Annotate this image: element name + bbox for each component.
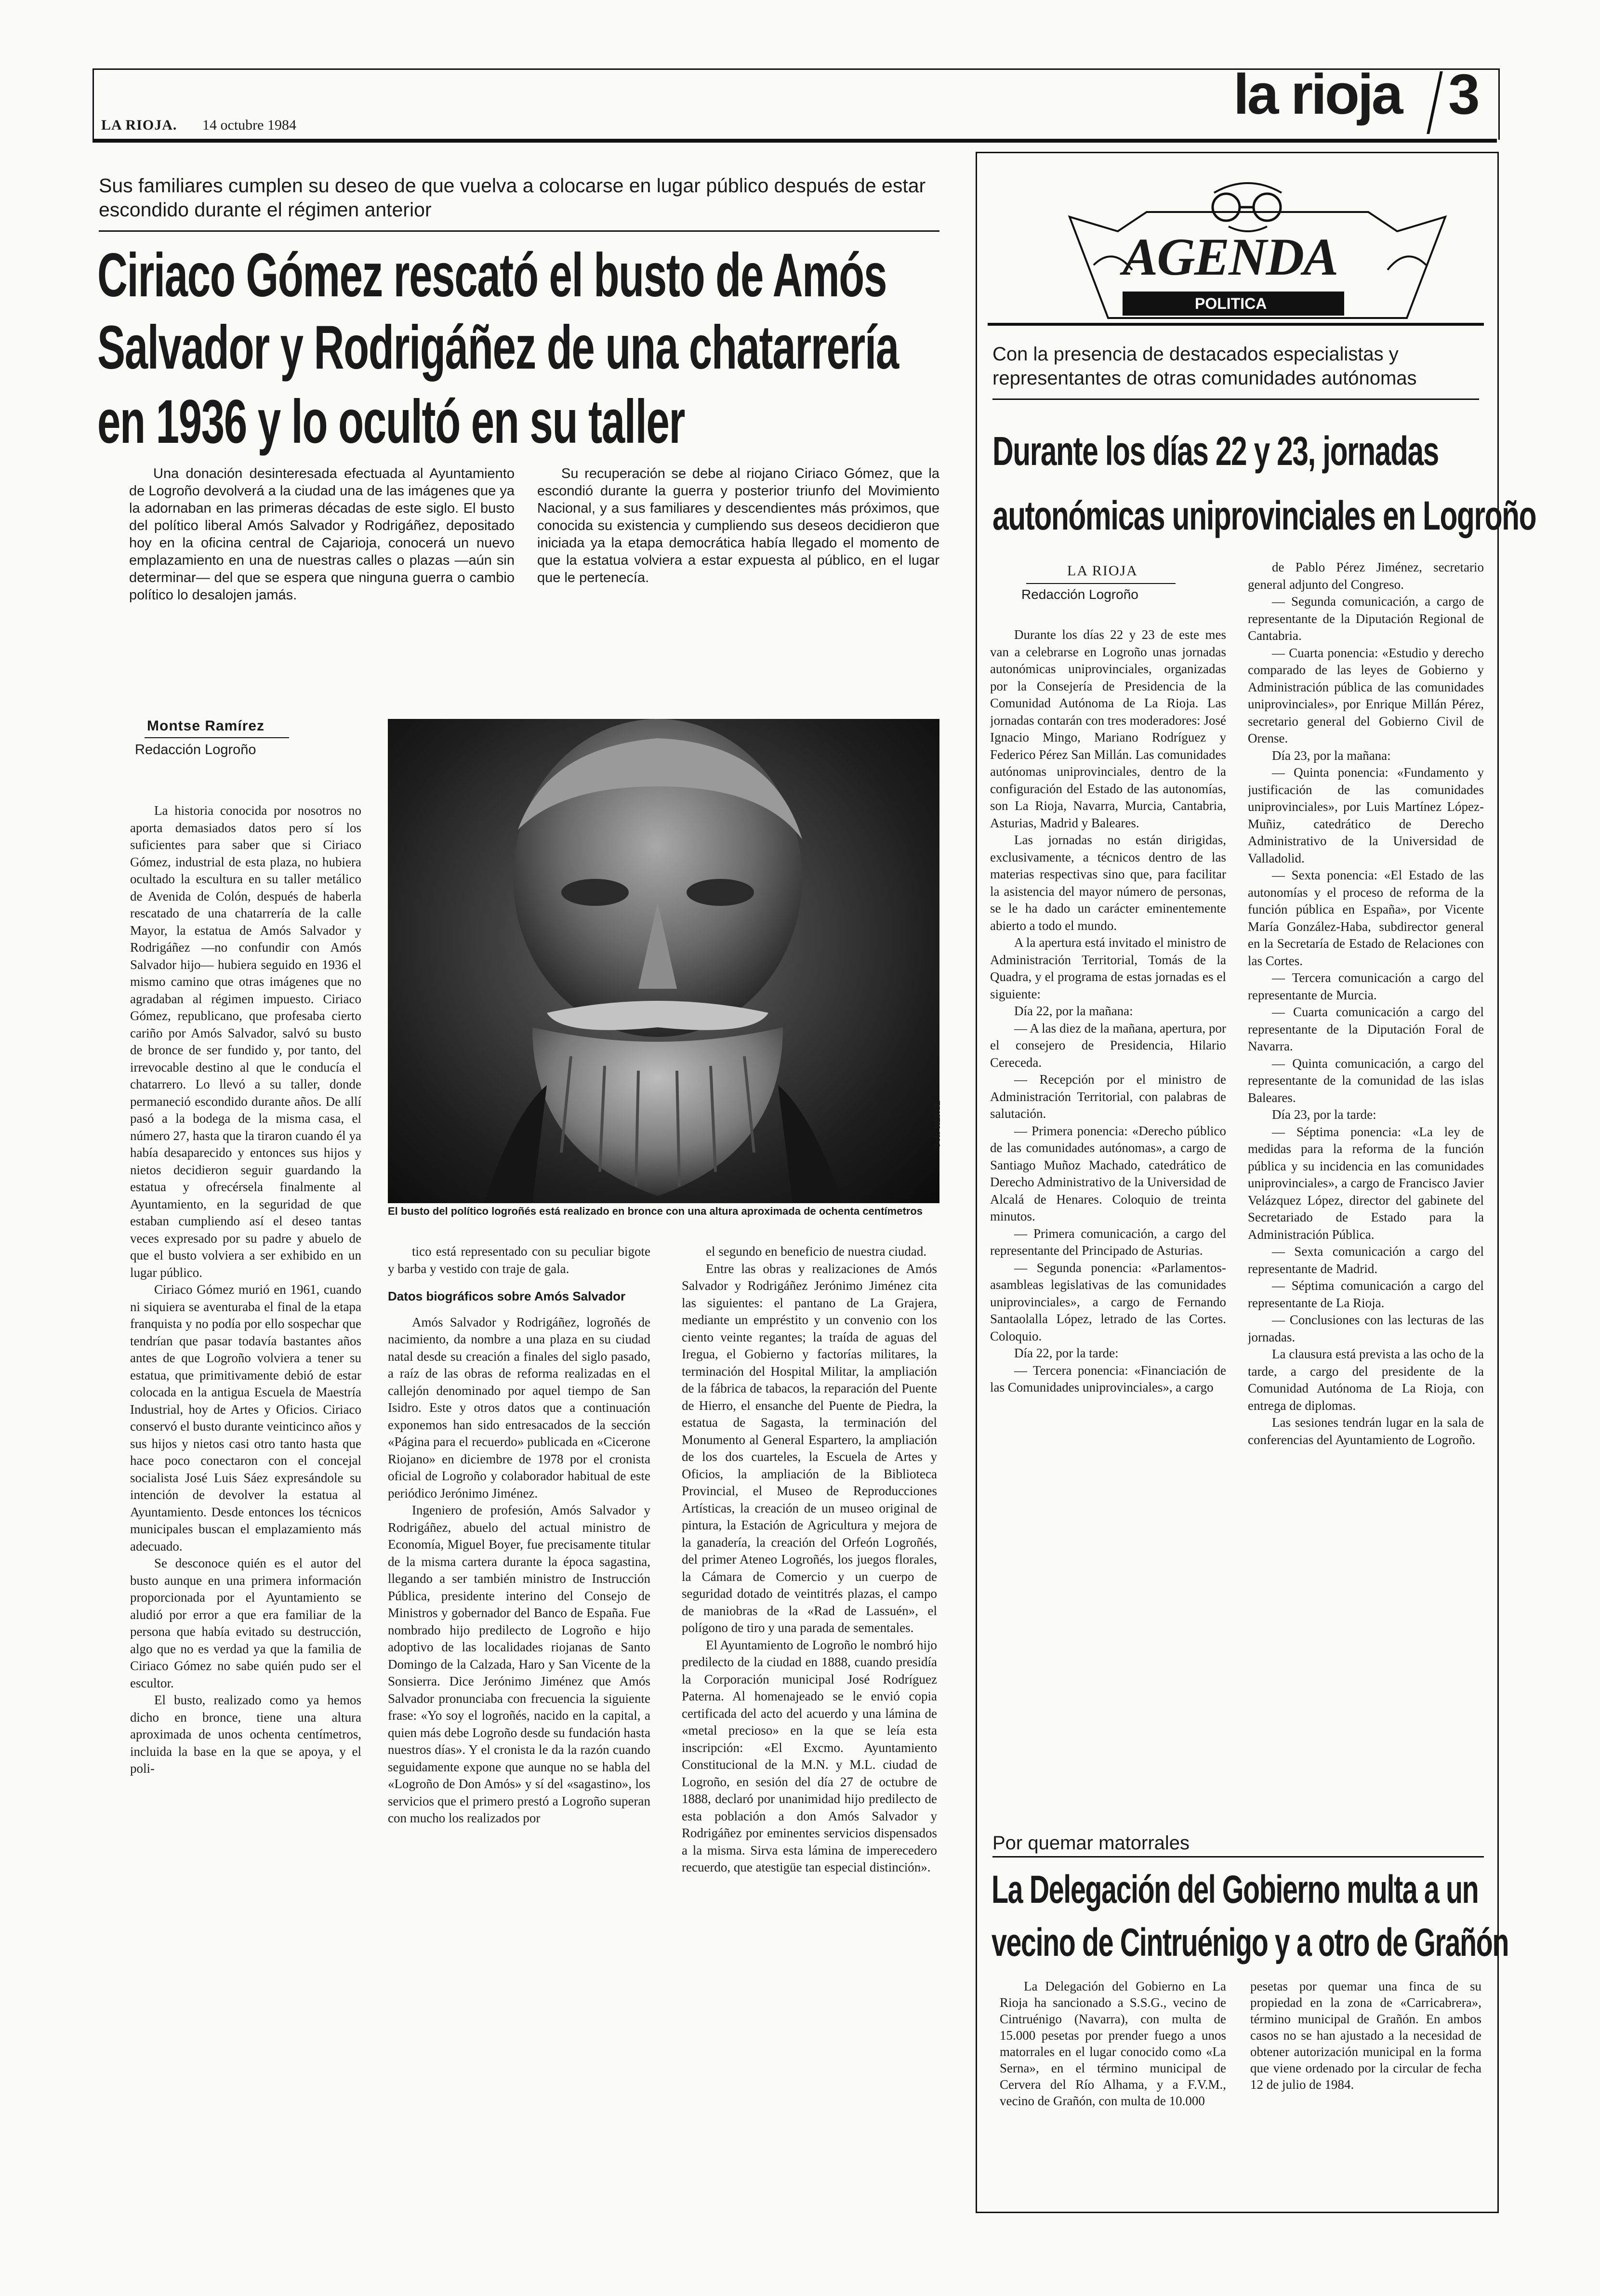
main-headline-line-2: Salvador y Rodrigáñez de una chatarrería [97, 313, 899, 382]
agenda-headline-line-1: Durante los días 22 y 23, jornadas [992, 428, 1439, 474]
main-lead-2 [537, 465, 939, 682]
photo-caption: El busto del político logroñés está realizado en bronce con una altura aproximada de ochenta centímetros [388, 1205, 923, 1217]
agenda-logo-rule [988, 323, 1484, 326]
col2-paragraph: tico está representado con su peculiar bigote y barba y vestido con traje de gala. [388, 1244, 650, 1276]
col1-paragraph: Se desconoce quién es el autor del busto aunque en una primera información proporcionada por el Ayuntamiento se aludió por error a que era familiar de la persona que había evitado su destrucción, algo que no es verdad ya que la familia de Ciriaco Gómez no sabe quién pudo ser el escultor. [130, 1556, 361, 1690]
main-column-1 [130, 802, 361, 2188]
agenda-paragraph: — A las diez de la mañana, apertura, por el consejero de Presidencia, Hilario Cereceda. [990, 1021, 1226, 1070]
col2-paragraph: Ingeniero de profesión, Amós Salvador y Rodrigáñez, abuelo del actual ministro de Economía, Miguel Boyer, fue precisamente titular de la misma cartera durante la época sagastina, llegando a ser también ministro de Instrucción Pública, presidente interino del Consejo de Ministros y gobernador del Banco de España. Fue nombrado hijo predilecto de Logroño e hijo adoptivo de las localidades riojanas de Santo Domingo de la Calzada, Haro y San Vicente de la Sonsierra. Dice Jerónimo Jiménez que Amós Salvador pronunciaba con frecuencia la siguiente frase: «Yo soy el logroñés, nacido en la capital, a quien más debe Logroño desde su fundación hasta nuestros días». Y el cronista le da la razón cuando seguidamente expone que aunque no se habla del «Logroño de Don Amós» y sí del «sagastino», los servicios que el primero prestó a Logroño superan con mucho los realizados por [388, 1503, 650, 1825]
agenda-paragraph: — Recepción por el ministro de Administración Territorial, con palabras de salutación. [990, 1072, 1226, 1121]
page-number: 3 [1448, 63, 1480, 126]
brief-kicker: Por quemar matorrales [992, 1832, 1190, 1854]
col2-subhead: Datos biográficos sobre Amós Salvador [388, 1289, 626, 1303]
kicker-rule [99, 230, 939, 232]
col3-paragraph: Entre las obras y realizaciones de Amós Salvador y Rodrigáñez Jerónimo Jiménez cita las siguientes: el pantano de La Grajera, mediante un empréstito y un convenio con los ciento veinte regantes; la traída de aguas del Iregua, el Gobierno y factorías militares, la terminación del Hospital Militar, la ampliación de la fábrica de tabacos, la reparación del Puente de Hierro, el ensanche del Puente de Piedra, la estatua de Sagasta, la terminación del Monumento al General Espartero, la ampliación de los dos cuarteles, la Escuela de Artes y Oficios, la ampliación de la Biblioteca Provincial, el Museo de Reproducciones Artísticas, la creación de un museo original de pintura, la Estación de Agricultura y mejora de la ganadería, la creación del Orfeón Logroñés, del primer Ateneo Logroñés, los juegos florales, la Cámara de Comercio y un cuerpo de seguridad dotado de veintitrés plazas, el campo de maniobras de la «Rad de Lassuén», el polígono de tiro y una parada de sementales. [682, 1261, 937, 1635]
byline-rule [145, 737, 289, 738]
brief-column-1 [1000, 1978, 1226, 2204]
agenda-column-1 [990, 626, 1226, 1821]
agenda-paragraph: Día 23, por la tarde: [1272, 1107, 1376, 1122]
byline-name: Montse Ramírez [147, 718, 265, 734]
agenda-paragraph: Día 22, por la mañana: [1014, 1004, 1133, 1018]
agenda-paragraph: Día 22, por la tarde: [1014, 1346, 1119, 1360]
brief-headline-line-2: vecino de Cintruénigo y a otro de Grañón [992, 1921, 1509, 1964]
brief-column-2 [1250, 1978, 1481, 2204]
brief-paragraph: La Delegación del Gobierno en La Rioja ha sancionado a S.S.G., vecino de Cintruénigo (Navarra), con multa de 15.000 pesetas por prender fuego a unos matorrales en el lugar conocido como «La Serna», en el término municipal de Cervera del Río Alhama, y a F.V.M., vecino de Grañón, con multa de 10.000 [1000, 1979, 1226, 2108]
col1-paragraph: Ciriaco Gómez murió en 1961, cuando ni siquiera se aventuraba el final de la etapa franquista y no podía por ello sospechar que tendrían que pasar todavía bastantes años antes de que Logroño volviera a tener su estatua, que primitivamente debió de estar colocada en la antigua Escuela de Maestría Industrial, hoy de Artes y Oficios. Ciriaco conservó el busto durante veinticinco años y sus hijos y nietos casi otro tanto hasta que hace poco conectaron con el concejal socialista José Luis Sáez expresándole su intención de devolver la estatua al Ayuntamiento. Desde entonces los técnicos municipales buscan el emplazamiento más adecuado. [130, 1282, 361, 1553]
agenda-paragraph: Las sesiones tendrán lugar en la sala de conferencias del Ayuntamiento de Logroño. [1248, 1415, 1484, 1447]
agenda-paragraph: — Sexta comunicación a cargo del representante de Madrid. [1248, 1244, 1484, 1276]
agenda-paragraph: — Séptima comunicación a cargo del representante de La Rioja. [1248, 1278, 1484, 1310]
agenda-byline-name: LA RIOJA [1067, 563, 1138, 579]
agenda-byline-rule [1026, 583, 1176, 584]
brief-paragraph: pesetas por quemar una finca de su propiedad en la zona de «Carricabrera», término municipal de Grañón. En ambos casos no se han ajustado a la necesidad de obtener autorización municipal en la forma que viene ordenado por la circular de fecha 12 de julio de 1984. [1250, 1979, 1481, 2092]
agenda-paragraph: — Séptima ponencia: «La ley de medidas para la reforma de la función pública y su incidencia en las comunidades uniprovinciales», a cargo de Francisco Javier Velázquez López, director del gabinete del Secretariado de Estado para la Administración Pública. [1248, 1124, 1484, 1242]
bust-photo [388, 719, 939, 1203]
agenda-paragraph: — Segunda ponencia: «Parlamentos-asambleas legislativas de las comunidades uniprovinciales», a cargo de Fernando Santaolalla López, letrado de las Cortes. Coloquio. [990, 1260, 1226, 1343]
agenda-title: AGENDA [1123, 227, 1338, 286]
agenda-paragraph: — Quinta comunicación, a cargo del representante de la comunidad de las islas Baleares. [1248, 1056, 1484, 1105]
agenda-column-2 [1248, 559, 1484, 1826]
agenda-paragraph: La clausura está prevista a las ocho de la tarde, a cargo del presidente de la Comunidad Autónoma de La Rioja, con entrega de diplomas. [1248, 1347, 1484, 1413]
photo-credit: Foto HERCE [932, 1100, 942, 1147]
agenda-byline-desk: Redacción Logroño [1021, 587, 1138, 602]
agenda-paragraph: A la apertura está invitado el ministro de Administración Territorial, Tomás de la Quadra, y el programa de estas jornadas es el siguiente: [990, 935, 1226, 1001]
agenda-paragraph: — Sexta ponencia: «El Estado de las autonomías y el proceso de reforma de la función pública en España», por Vicente María González-Haba, subdirector general en la Secretaría de Estado de Relaciones con las Cortes. [1248, 868, 1484, 968]
main-headline-line-1: Ciriaco Gómez rescató el busto de Amós [97, 241, 886, 310]
main-lead [129, 465, 515, 716]
agenda-paragraph: — Tercera comunicación a cargo del representante de Murcia. [1248, 970, 1484, 1002]
agenda-paragraph: — Cuarta ponencia: «Estudio y derecho comparado de las leyes de Gobierno y Administración pública de las comunidades uniprovinciales», por Enrique Millán Pérez, secretario general del Gobierno Civil de Orense. [1248, 645, 1484, 745]
col3-paragraph: El Ayuntamiento de Logroño le nombró hijo predilecto de la ciudad en 1888, cuando presidía la Corporación municipal José Rodríguez Paterna. Al homenajeado se le envió copia certificada del acto del acuerdo y una lámina de «metal precioso» en la que se leía esta inscripción: «El Excmo. Ayuntamiento Constitucional de la M.N. y M.L. ciudad de Logroño, en sesión del día 27 de octubre de 1888, declaró por unanimidad hijo predilecto de esta población a don Amós Salvador y Rodrigáñez por eminentes servicios dispensados a la misma. Sirva esta lámina de imperecedero recuerdo, que atestigüe tan especial distinción». [682, 1637, 937, 1874]
lead-paragraph: Una donación desinteresada efectuada al Ayuntamiento de Logroño devolverá a la ciudad una de las imágenes que ya la adornaban en las primeras décadas de este siglo. El busto del político liberal Amós Salvador y Rodrigáñez, depositado hoy en la oficina central de Cajarioja, conocerá un nuevo emplazamiento en una de nuestras calles o plazas —aún sin determinar— del que se espera que ninguna guerra o cambio político lo desalojen jamás. [129, 466, 515, 603]
col1-paragraph: El busto, realizado como ya hemos dicho en bronce, tiene una altura aproximada de unos ochenta centímetros, incluida la base en la que se apoya, y el poli- [130, 1693, 361, 1776]
main-kicker: Sus familiares cumplen su deseo de que vuelva a colocarse en lugar público después de estar escondido durante el régimen anterior [99, 174, 926, 221]
main-headline-line-3: en 1936 y lo ocultó en su taller [97, 387, 685, 456]
agenda-kicker-rule [992, 398, 1479, 400]
agenda-paragraph: Las jornadas no están dirigidas, exclusivamente, a técnicos dentro de las materias respectivas sino que, para facilitar la asistencia del mayor número de personas, se le ha dado un carácter eminentemente abierto a todo el mundo. [990, 833, 1226, 933]
byline-desk: Redacción Logroño [135, 742, 256, 757]
col1-paragraph: La historia conocida por nosotros no aporta demasiados datos pero sí los suficientes para saber que si Ciriaco Gómez, industrial de esta plaza, no hubiera ocultado la escultura en su taller metálico de Avenida de Colón, después de haberla rescatado de una chatarrería de la calle Mayor, la estatua de Amós Salvador y Rodrigáñez —no confundir con Amós Salvador hijo— hubiera seguido en 1936 el mismo camino que otras imágenes que no agradaban al régimen impuesto. Ciriaco Gómez, republicano, que profesaba cierto cariño por Amós Salvador, salvó su busto de bronce de ser fundido y, por tanto, del irrevocable destino al que le conducía el chatarrero. Lo llevó a su taller, donde permaneció escondido durante años. De allí pasó a la bodega de la misma casa, el número 27, hasta que la tiraron cuando él ya había desaparecido y entonces sus hijos y nietos decidieron seguir guardando la estatua y ofrecérsela finalmente al Ayuntamiento, en la seguridad de que estaban cumpliendo así el deseo tantas veces expresado por su padre y abuelo de que el busto volviera a ser exhibido en un lugar público. [130, 803, 361, 1280]
main-column-2 [388, 1243, 650, 2190]
brief-headline-line-1: La Delegación del Gobierno multa a un [992, 1868, 1479, 1911]
brief-kicker-rule [992, 1856, 1484, 1858]
col2-paragraph: Amós Salvador y Rodrigáñez, logroñés de nacimiento, da nombre a una plaza en su ciudad natal desde su creación a finales del siglo pasado, a raíz de las obras de reforma realizadas en el callejón denominado por aquel tiempo de San Isidro. Este y otros datos que a continuación exponemos han sido entresacados de la sección «Página para el recuerdo» publicada en «Cicerone Riojano» en diciembre de 1978 por el cronista oficial de Logroño y colaborador habitual de este periódico Jerónimo Jiménez. [388, 1314, 650, 1500]
agenda-subtitle: POLITICA [1195, 295, 1267, 312]
agenda-paragraph: Durante los días 22 y 23 de este mes van a celebrarse en Logroño unas jornadas autonómicas uniprovinciales, organizadas por la Consejería de Presidencia de la Comunidad Autónoma de La Rioja. Las jornadas contarán con tres moderadores: José Ignacio Mingo, Mariano Rodríguez y Federico Pérez San Millán. Las comunidades autónomas uniprovinciales, dentro de la configuración del Estado de las autonomías, son La Rioja, Navarra, Murcia, Cantabria, Asturias, Madrid y Baleares. [990, 627, 1226, 830]
agenda-paragraph: — Tercera ponencia: «Financiación de las Comunidades uniprovinciales», a cargo [990, 1363, 1226, 1394]
masthead-date: 14 octubre 1984 [202, 117, 296, 133]
agenda-paragraph: — Cuarta comunicación a cargo del representante de la Diputación Foral de Navarra. [1248, 1005, 1484, 1053]
agenda-paragraph: — Conclusiones con las lecturas de las jornadas. [1248, 1313, 1484, 1344]
agenda-headline-line-2: autonómicas uniprovinciales en Logroño [992, 493, 1536, 538]
agenda-paragraph: — Segunda comunicación, a cargo de representante de la Diputación Regional de Cantabria. [1248, 594, 1484, 643]
agenda-paragraph: — Primera comunicación, a cargo del representante del Principado de Asturias. [990, 1226, 1226, 1258]
masthead-rule [93, 139, 1497, 143]
agenda-paragraph: Día 23, por la mañana: [1272, 748, 1391, 763]
agenda-kicker: Con la presencia de destacados especialistas y representantes de otras comunidades autónomas [992, 344, 1417, 389]
col3-paragraph: el segundo en beneficio de nuestra ciudad. [706, 1244, 927, 1259]
agenda-paragraph: de Pablo Pérez Jiménez, secretario general adjunto del Congreso. [1248, 560, 1484, 592]
section-title: la rioja [1233, 63, 1402, 126]
bust-illustration [388, 719, 939, 1203]
lead-paragraph-2: Su recuperación se debe al riojano Ciriaco Gómez, que la escondió durante la guerra y posterior triunfo del Movimiento Nacional, y a sus familiares y descendientes más próximos, que conocida su existencia y cumpliendo sus deseos decidieron que iniciada ya la etapa democrática había llegado el momento de que la estatua volviera a estar expuesta al público, en el lugar que le pertenecía. [537, 466, 939, 585]
agenda-paragraph: — Primera ponencia: «Derecho público de las comunidades autónomas», a cargo de Santiago Muñoz Machado, catedrático de Derecho Administrativo de la Universidad de Alcalá de Henares. Coloquio de treinta minutos. [990, 1123, 1226, 1223]
agenda-paragraph: — Quinta ponencia: «Fundamento y justificación de las comunidades uniprovinciales», por Luis Martínez López-Muñiz, catedrático de Derecho Administrativo de la Universidad de Valladolid. [1248, 765, 1484, 865]
main-column-3 [682, 1243, 937, 2190]
masthead-paper: LA RIOJA. [101, 117, 177, 133]
